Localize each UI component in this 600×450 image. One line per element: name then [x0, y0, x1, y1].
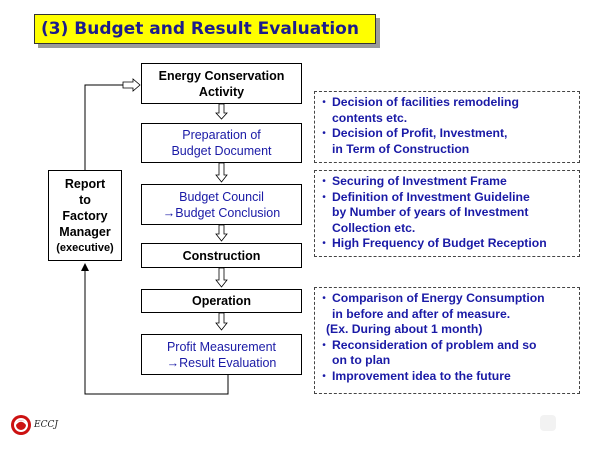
note-text: High Frequency of Budget Reception [332, 236, 547, 251]
bullet-icon: ･ [321, 368, 328, 383]
down-arrow-3 [216, 225, 227, 241]
box-energy-conservation-activity [141, 63, 302, 104]
note-item [321, 369, 575, 385]
down-arrow-1 [216, 104, 227, 119]
note-item [321, 291, 575, 307]
note-item [321, 190, 575, 206]
bullet-icon: ･ [321, 95, 328, 109]
note-box-investment [314, 170, 580, 257]
note-text: Improvement idea to the future [332, 368, 511, 383]
flow-label-line: →Result Evaluation [166, 355, 277, 370]
bullet-icon: ･ [321, 236, 328, 251]
note-box-evaluation [314, 287, 580, 394]
bullet-icon: ･ [321, 126, 328, 141]
open-arrow-to-activity [123, 79, 140, 91]
title-banner [34, 14, 376, 44]
report-line: Report [64, 176, 106, 191]
page-title: (3) Budget and Result Evaluation [41, 19, 359, 39]
flow-label-line: Operation [191, 294, 252, 308]
box-operation [141, 289, 302, 313]
bullet-icon: ･ [321, 174, 328, 188]
note-item [321, 126, 575, 142]
flow-label-line: →Budget Conclusion [162, 205, 281, 220]
note-text: Securing of Investment Frame [332, 174, 507, 188]
note-item [321, 338, 575, 354]
flow-label-line: Budget Document [171, 144, 272, 158]
box-profit-measurement [141, 334, 302, 375]
note-text: Decision of facilities remodeling [332, 95, 519, 109]
note-text: Reconsideration of problem and so [332, 337, 537, 352]
flow-label-line: Construction [182, 248, 261, 263]
note-text: Comparison of Energy Consumption [332, 291, 545, 305]
report-line: to [79, 192, 91, 207]
logo-text: ECCJ [34, 420, 58, 430]
report-line: Manager [59, 224, 111, 239]
flow-label-line: Budget Council [179, 189, 264, 204]
report-line: (executive) [56, 241, 114, 254]
note-item [321, 95, 575, 111]
bullet-icon: ･ [321, 189, 328, 204]
eccj-logo-icon [10, 414, 32, 436]
note-text: Definition of Investment Guideline [332, 189, 530, 204]
bullet-icon: ･ [321, 337, 328, 352]
note-text-continued: in Term of Construction [332, 141, 470, 156]
note-text: Decision of Profit, Investment, [332, 126, 508, 141]
flow-label-line: Activity [198, 84, 245, 99]
note-box-decisions [314, 91, 580, 163]
down-arrow-4 [216, 268, 227, 287]
page-corner-mark [539, 414, 557, 432]
bullet-icon: ･ [321, 291, 328, 305]
note-text-continued: contents etc. [332, 110, 408, 125]
flow-label-line: Profit Measurement [166, 339, 277, 354]
down-arrow-5 [216, 313, 227, 330]
note-text-continued: Collection etc. [332, 220, 416, 235]
note-text-continued: (Ex. During about 1 month) [326, 322, 483, 337]
note-text-continued: on to plan [332, 353, 391, 368]
down-arrow-2 [216, 163, 227, 182]
flow-label-line: Preparation of [182, 128, 261, 142]
note-item [321, 174, 575, 190]
flow-label-line: Energy Conservation [158, 68, 285, 83]
box-budget-council [141, 184, 302, 225]
feedback-line-top [85, 85, 123, 170]
report-line: Factory [62, 208, 108, 223]
note-text-continued: by Number of years of Investment [332, 205, 529, 220]
box-preparation-budget-document [141, 123, 302, 163]
box-report-to-factory-manager [48, 170, 122, 261]
eccj-logo [10, 414, 58, 436]
note-item [321, 236, 575, 252]
note-text-continued: in before and after of measure. [332, 306, 511, 321]
box-construction [141, 243, 302, 268]
